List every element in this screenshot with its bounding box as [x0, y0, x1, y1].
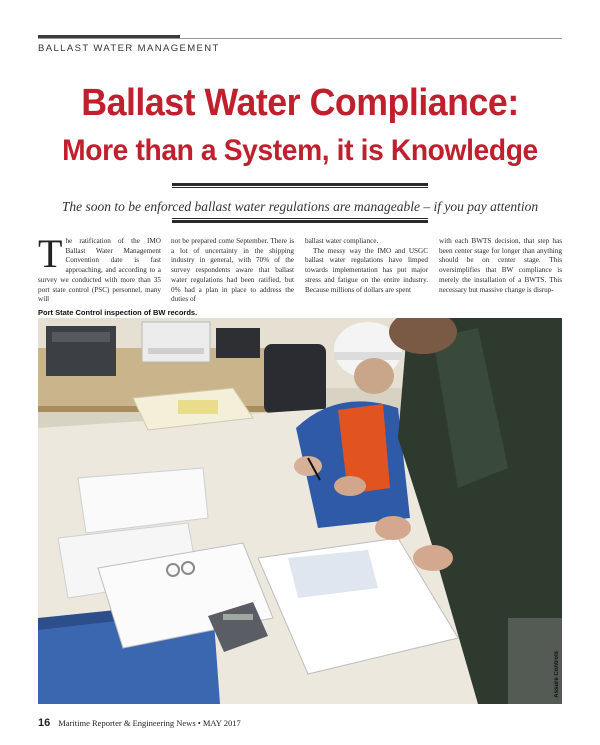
inspection-photo-illustration	[38, 318, 562, 704]
article-body	[38, 237, 562, 305]
photo-credit: Assure Controls	[554, 651, 560, 698]
body-column-3	[305, 237, 428, 305]
drop-cap: T	[38, 237, 63, 276]
subtitle-rule-bottom	[172, 220, 428, 223]
body-text-col3a: ballast water compliance.	[305, 237, 379, 245]
body-column-2	[171, 237, 294, 305]
body-column-1	[38, 237, 161, 305]
page-footer	[38, 713, 241, 731]
header-rule	[38, 38, 562, 39]
article-title-line2: More than a System, it is Knowledge	[62, 134, 538, 167]
publication-line: Maritime Reporter & Engineering News • MAY 2017	[58, 718, 241, 728]
body-column-4	[439, 237, 562, 305]
inspection-photo	[38, 318, 562, 704]
subtitle-rule-bottom-thin	[172, 218, 428, 219]
article-subtitle: The soon to be enforced ballast water regulations are manageable – if you pay attention	[61, 199, 539, 214]
body-text-col2: not be prepared come September. There is a lot of uncertainty in the shipping industry in general, with 70% of the survey respondents aware that ballast water regulations had been ratified, but 0% had a plan in place to address the duties of	[171, 237, 294, 304]
page-number: 16	[38, 717, 51, 729]
photo-caption: Port State Control inspection of BW records.	[38, 308, 198, 317]
body-text-col3b: The messy way the IMO and USGC ballast water regulations have limped towards implementation has put major stress and fatigue on the entire industry. Because millions of dollars are spent	[305, 246, 428, 294]
subtitle-rule-top-thin	[172, 187, 428, 188]
body-text-col1: he ratification of the IMO Ballast Water Management Convention date is fast approaching, and according to a survey we conducted with more than 35 port state control (PSC) personnel, many will	[38, 237, 161, 304]
section-label: BALLAST WATER MANAGEMENT	[38, 43, 220, 54]
body-text-col4: with each BWTS decision, that step has been center stage for longer than anything should be on center stage. This oversimplifies that BW compliance is merely the installation of a BWTS. This necessary but massive change is disrup-	[439, 237, 562, 294]
subtitle-rule-top	[172, 183, 428, 186]
article-title-line1: Ballast Water Compliance:	[81, 82, 519, 124]
